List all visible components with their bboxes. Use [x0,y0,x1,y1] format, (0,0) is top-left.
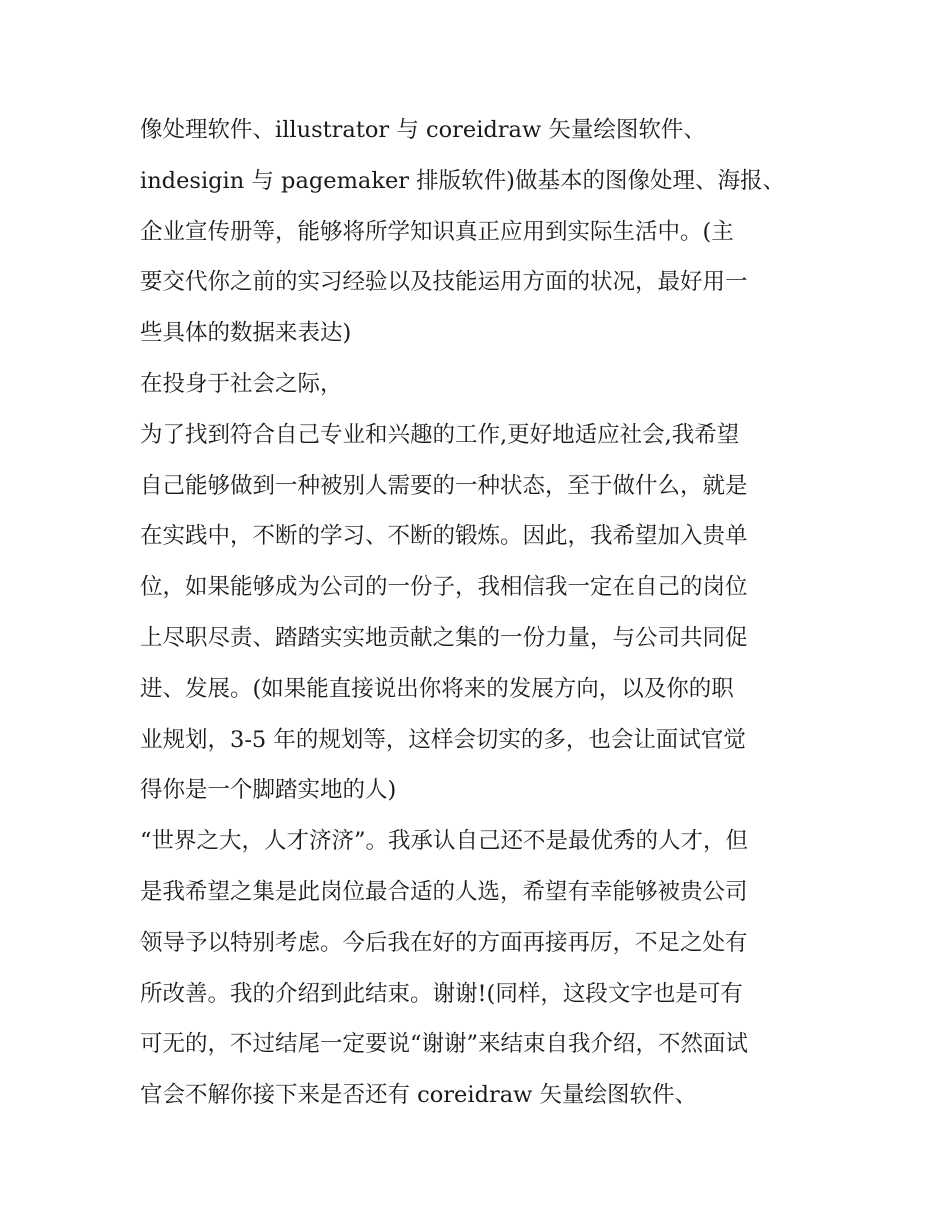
text-line: 为了找到符合自己专业和兴趣的工作,更好地适应社会,我希望 [140,421,740,448]
text-line: 业规划，3-5 年的规划等，这样会切实的多，也会让面试官觉 [140,726,746,753]
text-line: 要交代你之前的实习经验以及技能运用方面的状况，最好用一 [140,269,748,296]
body-text [140,105,820,1121]
text-line: 领导予以特别考虑。今后我在好的方面再接再厉，不足之处有 [140,929,748,956]
text-line: 自己能够做到一种被别人需要的一种状态，至于做什么，就是 [140,472,748,499]
text-line: 企业宣传册等，能够将所学知识真正应用到实际生活中。(主 [140,218,734,245]
text-line: indesigin 与 pagemaker 排版软件)做基本的图像处理、海报、 [140,167,785,194]
text-line: 是我希望之集是此岗位最合适的人选，希望有幸能够被贵公司 [140,878,748,905]
text-line: 得你是一个脚踏实地的人) [140,777,397,804]
text-line: 进、发展。(如果能直接说出你将来的发展方向，以及你的职 [140,675,734,702]
text-line: 些具体的数据来表达) [140,320,352,347]
text-line: 位，如果能够成为公司的一份子，我相信我一定在自己的岗位 [140,574,748,601]
text-line: 在实践中，不断的学习、不断的锻炼。因此，我希望加入贵单 [140,523,748,550]
text-line: 上尽职尽责、踏踏实实地贡献之集的一份力量，与公司共同促 [140,624,748,651]
text-line: 可无的，不过结尾一定要说“谢谢”来结束自我介绍，不然面试 [140,1031,749,1058]
text-line: 在投身于社会之际， [140,370,343,397]
text-line: “世界之大，人才济济”。我承认自己还不是最优秀的人才，但 [140,828,749,855]
text-line: 所改善。我的介绍到此结束。谢谢!(同样，这段文字也是可有 [140,980,743,1007]
text-line: 官会不解你接下来是否还有 coreidraw 矢量绘图软件、 [140,1082,698,1109]
text-line: 像处理软件、illustrator 与 coreidraw 矢量绘图软件、 [140,117,706,143]
